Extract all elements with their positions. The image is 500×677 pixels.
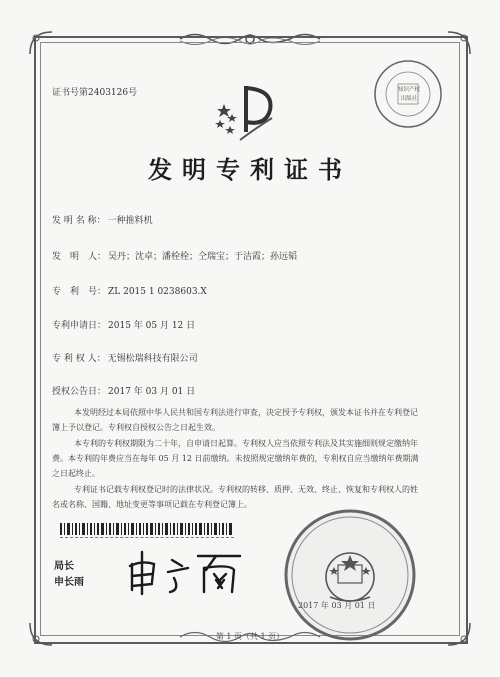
grant-date-label: 授权公告日： — [52, 387, 107, 397]
inventor-value: 吴丹；沈卓；潘栓栓；仝瑞宝；于洁霞；孙远韬 — [108, 252, 298, 262]
field-patent-number — [52, 284, 207, 297]
corner-ornament — [28, 30, 54, 56]
field-filing-date — [52, 318, 195, 331]
official-seal — [280, 505, 420, 645]
page-number: 第 1 页（共 1 页） — [215, 632, 285, 641]
filing-date-value: 2015 年 05 月 12 日 — [108, 321, 196, 331]
director-name: 申长雨 — [54, 577, 84, 588]
seal-date: 2017 年 03 月 01 日 — [298, 601, 376, 610]
paragraph: 本专利的专利权期限为二十年，自申请日起算。专利权人应当依照专利法及其实施细则规定缴纳年费。本专利的年费应当在每年 05 月 12 日前缴纳。未按照规定缴纳年费的，专利权自应当缴纳年费期满之日起终止。 — [52, 439, 419, 478]
inventor-label: 发 明 人： — [52, 252, 107, 262]
certificate-title: 发明专利证书 — [148, 155, 352, 184]
corner-ornament — [446, 30, 472, 56]
filing-date-label: 专利申请日： — [52, 321, 107, 331]
patentee-value: 无锡松瑞科技有限公司 — [107, 354, 198, 364]
field-patentee — [52, 351, 198, 364]
field-inventor — [52, 249, 297, 262]
paragraph: 本发明经过本局依照中华人民共和国专利法进行审查，决定授予专利权，颁发本证书并在专利登记簿上予以登记。专利权自授权公告之日起生效。 — [52, 408, 418, 432]
cert-no-suffix: 号 — [128, 88, 138, 98]
field-grant-date — [52, 384, 195, 397]
director-title: 局长 — [54, 561, 74, 572]
patent-number-label: 专 利 号： — [52, 287, 107, 297]
patentee-label: 专 利 权 人： — [52, 354, 106, 364]
grant-date-value: 2017 年 03 月 01 日 — [108, 387, 196, 397]
patent-office-emblem-icon — [210, 82, 280, 144]
invention-name-label: 发 明 名 称： — [52, 216, 106, 226]
cert-no-label: 证书号第 — [52, 88, 89, 98]
barcode-underline — [60, 537, 234, 538]
certificate-number — [52, 85, 137, 98]
patent-number-value: ZL 2015 1 0238603.X — [108, 287, 207, 297]
invention-name-value: 一种推料机 — [107, 216, 153, 226]
barcode — [60, 523, 232, 535]
paragraph: 专利证书记载专利权登记时的法律状况。专利权的转移、质押、无效、终止、恢复和专利权人的姓名或名称、国籍、地址变更等事项记载在专利登记簿上。 — [52, 485, 418, 509]
cert-no-value: 2403126 — [88, 88, 129, 98]
director-signature — [120, 546, 260, 596]
publisher-seal-text: 知识产权出版社 — [397, 87, 420, 102]
field-invention-name — [52, 213, 153, 226]
